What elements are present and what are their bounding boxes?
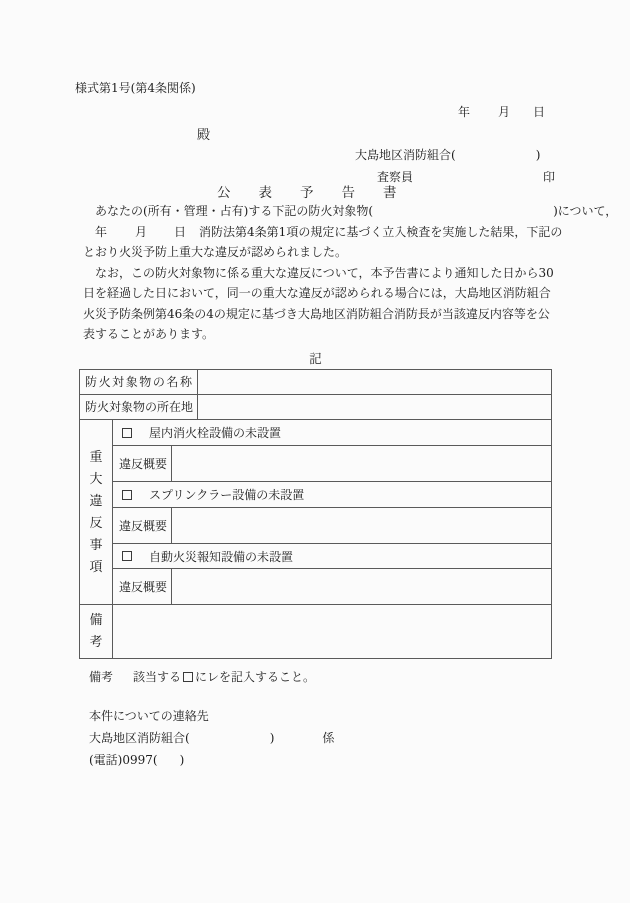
vertical-header-char: 反 [89,515,103,531]
vertical-header-char: 項 [89,559,103,575]
paragraph-1-prefix: あなたの(所有・管理・占有)する下記の防火対象物( [95,204,374,218]
violation-summary-label: 違反概要 [113,508,172,543]
footnote-prefix: 備考 [89,670,114,684]
issuer-branch-blank [456,157,536,159]
paragraph-line-4: なお，この防火対象物に係る重大な違反について，本予告書により通知した日から30 [95,265,554,280]
violation-table [79,369,552,659]
inspection-date-month: 月 [135,224,148,239]
paragraph-line-6: 火災予防条例第46条の4の規定に基づき大島地区消防組合消防長が当該違反内容等を公 [83,306,550,321]
checkbox-sprinkler [122,490,132,500]
form-number: 様式第1号(第4条関係) [75,81,196,95]
document-title: 公表予告書 [217,185,425,201]
vertical-header-char: 重 [89,449,103,465]
footnote [89,668,315,685]
date-year-label: 年 [458,105,471,119]
major-violations-section [80,420,551,605]
date-month-label: 月 [498,105,511,119]
violations-rows [113,420,551,604]
violation-row-fire-alarm [113,544,551,569]
vertical-header-char: 大 [89,471,103,487]
vertical-header-char: 考 [89,635,103,650]
addressee-honorific: 殿 [197,128,211,143]
summary-row [113,569,551,604]
violation-label: 自動火災報知設備の未設置 [149,549,294,564]
paragraph-1-suffix: )について， [553,204,618,218]
seal-label: 印 [543,170,556,184]
inspection-date-day: 日 [174,224,187,239]
table-row-property-name [80,370,551,395]
summary-row [113,446,551,482]
contact-branch-blank [190,740,270,742]
contact-phone-blank [158,762,180,764]
paragraph-line-3: とおり火災予防上重大な違反が認められました。 [83,245,348,259]
ki-heading: 記 [309,351,322,366]
paragraph-line-2 [83,222,563,243]
date-line [458,103,545,120]
contact-phone-close-paren: ) [179,753,185,767]
summary-row [113,508,551,544]
major-violations-vertical-header [80,420,113,604]
property-address-value [198,395,551,419]
issuer-organization-close-paren: ) [535,148,541,162]
violation-summary-value [172,446,551,481]
property-address-label: 防火対象物の所在地 [80,395,198,419]
violation-row-sprinkler [113,482,551,508]
vertical-header-char: 違 [89,493,103,509]
footnote-text-after: にレを記入すること。 [195,670,316,684]
contact-phone-label: (電話)0997( [89,753,158,767]
checkbox-glyph [183,672,193,682]
property-name-label: 防火対象物の名称 [80,370,198,394]
violation-summary-label: 違反概要 [113,446,172,481]
checkbox-fire-alarm [122,551,132,561]
issuer-organization-label: 大島地区消防組合( [355,148,456,162]
contact-heading: 本件についての連絡先 [89,709,209,723]
contact-section-gap [274,740,322,742]
violation-summary-value [172,569,551,604]
contact-phone-line [89,751,184,768]
paragraph-line-1 [83,201,618,222]
vertical-header-char: 事 [89,537,103,553]
paragraph-2-text: 消防法第4条第1項の規定に基づく立入検査を実施した結果，下記の [199,224,563,239]
inspector-label: 査察員 [377,170,414,184]
checkbox-indoor-hydrant [122,428,132,438]
violation-label: 屋内消火栓設備の未設置 [149,426,282,440]
issuer-organization-line [355,146,540,163]
remarks-section [80,605,551,658]
violation-row-indoor-hydrant [113,420,551,446]
contact-section-label: 係 [322,731,335,745]
inspection-date-year: 年 [95,224,108,239]
property-name-value [198,370,551,394]
property-name-blank [373,213,553,215]
contact-organization-label: 大島地区消防組合( [89,731,190,745]
paragraph-line-5: 日を経過した日において，同一の重大な違反が認められる場合には，大島地区消防組合 [83,286,551,300]
violation-summary-label: 違反概要 [113,569,172,604]
paragraph-line-7: 表することがあります。 [83,327,215,341]
violation-label: スプリンクラー設備の未設置 [149,488,305,502]
contact-organization-line [89,729,334,746]
contact-organization-close-paren: ) [269,731,275,745]
remarks-value [113,605,551,658]
footnote-text-before: 該当する [133,670,182,684]
remarks-vertical-header [80,605,113,658]
table-row-property-address [80,395,551,420]
body-paragraphs [83,201,618,345]
vertical-header-char: 備 [89,613,103,628]
date-day-label: 日 [533,105,546,119]
violation-summary-value [172,508,551,543]
